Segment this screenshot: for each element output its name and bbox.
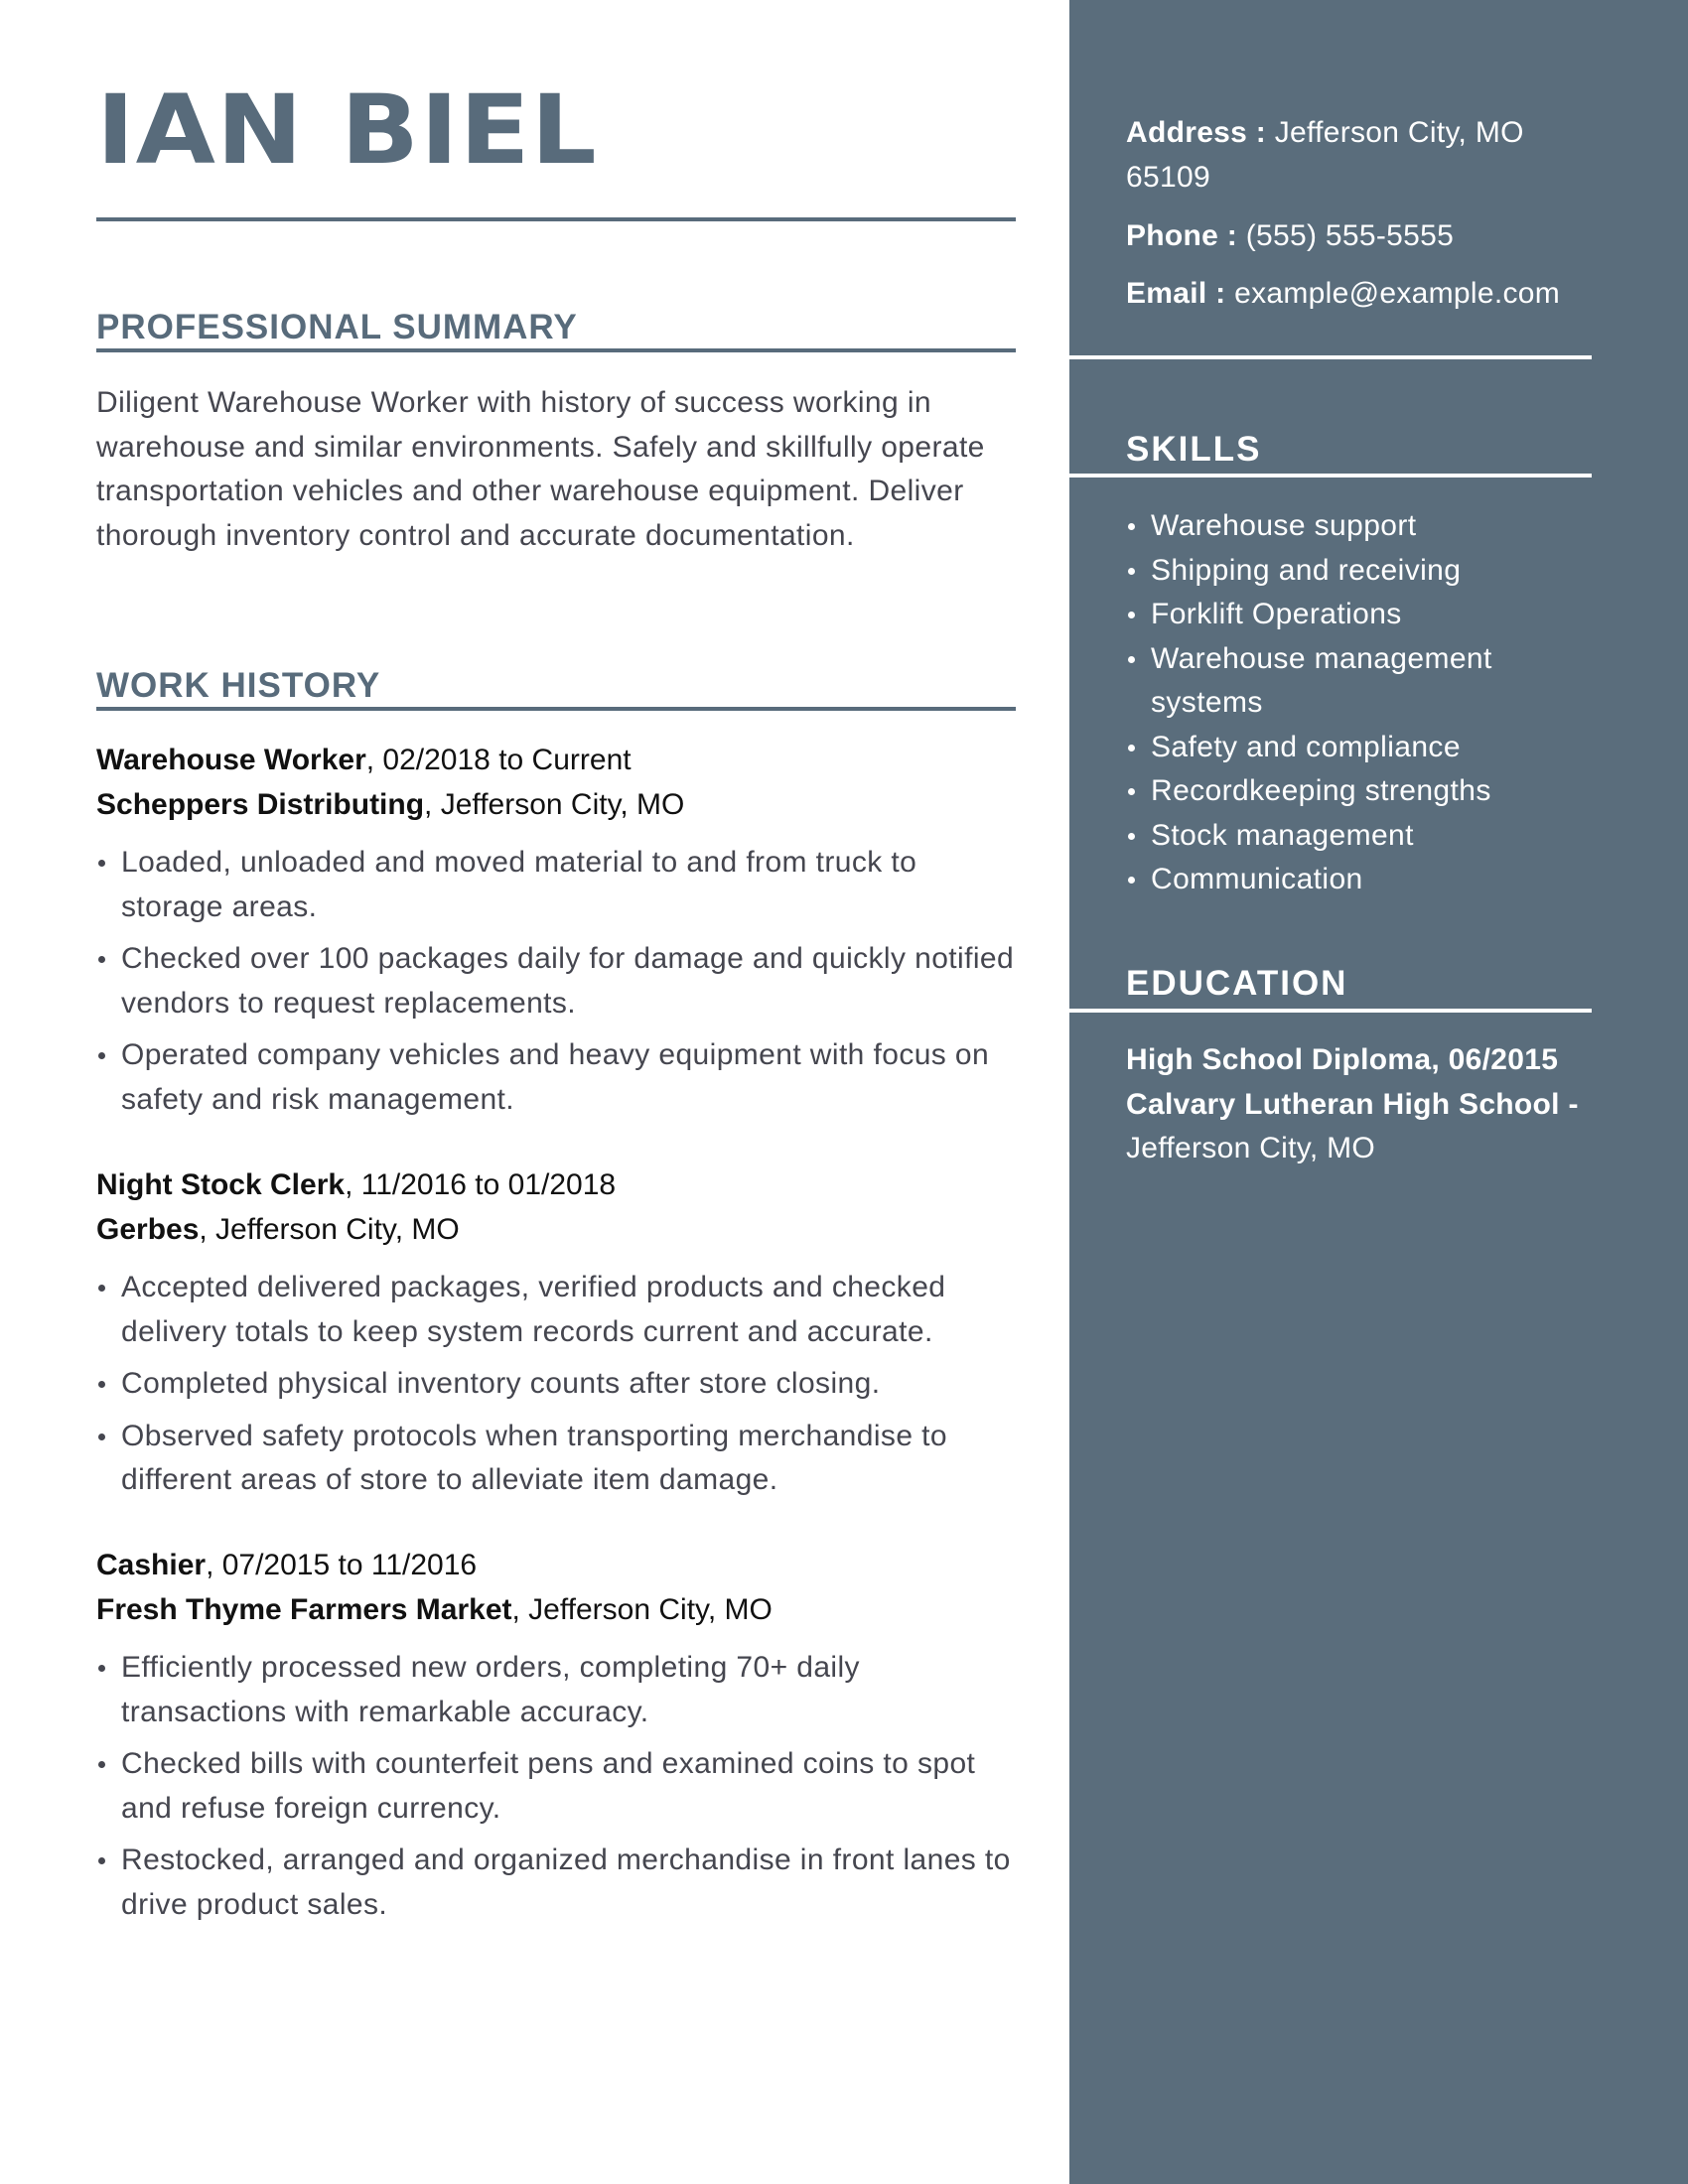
job-company: Gerbes	[96, 1212, 200, 1246]
job-title: Warehouse Worker	[96, 744, 366, 776]
name-divider	[96, 217, 1016, 221]
job-company-line	[96, 1588, 1016, 1633]
bullet-icon	[98, 1433, 105, 1440]
skill-item: Recordkeeping strengths	[1126, 769, 1563, 814]
job-company-line	[96, 1208, 1016, 1253]
job-bullet: Completed physical inventory counts after store closing.	[96, 1362, 1016, 1407]
job-bullet: Efficiently processed new orders, completing 70+ daily transactions with remarkable accuracy.	[96, 1646, 1016, 1734]
job-entry	[96, 1544, 1016, 1935]
sidebar	[1069, 0, 1688, 2184]
job-location: , Jefferson City, MO	[424, 787, 685, 821]
bullet-icon	[1128, 656, 1135, 663]
job-bullets	[96, 1646, 1016, 1927]
education-degree: High School Diploma	[1126, 1043, 1432, 1076]
education-date: , 06/2015	[1431, 1043, 1559, 1076]
job-title: Night Stock Clerk	[96, 1168, 346, 1201]
bullet-icon	[98, 1761, 105, 1768]
bullet-icon	[98, 1857, 105, 1864]
job-bullet: Checked bills with counterfeit pens and examined coins to spot and refuse foreign currency.	[96, 1742, 1016, 1831]
skill-item: Safety and compliance	[1126, 726, 1563, 770]
education-divider	[1069, 1009, 1592, 1013]
summary-divider	[96, 348, 1016, 352]
bullet-icon	[98, 1665, 105, 1672]
job-title: Cashier	[96, 1549, 207, 1581]
job-company: Fresh Thyme Farmers Market	[96, 1592, 512, 1626]
bullet-icon	[1128, 833, 1135, 840]
summary-heading: PROFESSIONAL SUMMARY	[96, 308, 578, 346]
job-bullet: Loaded, unloaded and moved material to and from truck to storage areas.	[96, 841, 1016, 929]
skill-item: Warehouse support	[1126, 504, 1563, 549]
bullet-icon	[98, 1381, 105, 1388]
job-company: Scheppers Distributing	[96, 787, 425, 821]
job-bullet: Checked over 100 packages daily for damage and quickly notified vendors to request replacements.	[96, 937, 1016, 1025]
job-dates: , 02/2018 to Current	[365, 744, 632, 776]
job-title-line	[96, 1163, 1016, 1208]
job-location: , Jefferson City, MO	[511, 1592, 773, 1626]
job-entry	[96, 1163, 1016, 1511]
contact-address	[1126, 110, 1593, 200]
job-bullets	[96, 841, 1016, 1122]
skills-heading: SKILLS	[1126, 430, 1262, 469]
job-dates: , 11/2016 to 01/2018	[345, 1168, 617, 1201]
job-location: , Jefferson City, MO	[199, 1212, 460, 1246]
work-history-heading: WORK HISTORY	[96, 666, 381, 705]
job-title-line	[96, 739, 1016, 783]
skill-item: Warehouse management systems	[1126, 637, 1563, 726]
job-company-line	[96, 783, 1016, 828]
skills-list	[1126, 504, 1563, 902]
skill-item: Communication	[1126, 858, 1563, 902]
email-value: example@example.com	[1225, 277, 1561, 310]
job-bullets	[96, 1266, 1016, 1503]
bullet-icon	[98, 1285, 105, 1292]
phone-value: (555) 555-5555	[1237, 219, 1455, 252]
bullet-icon	[1128, 788, 1135, 795]
work-history-divider	[96, 707, 1016, 711]
address-value: Jefferson City, MO 65109	[1126, 116, 1524, 194]
contact-phone	[1126, 213, 1593, 258]
job-bullet: Observed safety protocols when transporting merchandise to different areas of store to alleviate item damage.	[96, 1415, 1016, 1503]
education-heading: EDUCATION	[1126, 964, 1348, 1003]
summary-text: Diligent Warehouse Worker with history of success working in warehouse and similar environments. Safely and skillfully operate transportation vehicles and other warehouse equipment. Deliver thorough inventory control and accurate documentation.	[96, 386, 985, 552]
education-location: Jefferson City, MO	[1126, 1132, 1376, 1164]
job-bullet: Accepted delivered packages, verified products and checked delivery totals to keep system records current and accurate.	[96, 1266, 1016, 1354]
bullet-icon	[98, 1052, 105, 1059]
education-school: Calvary Lutheran High School -	[1126, 1087, 1579, 1121]
skill-item: Shipping and receiving	[1126, 549, 1563, 594]
skill-item: Forklift Operations	[1126, 593, 1563, 637]
address-label: Address :	[1126, 116, 1267, 149]
bullet-icon	[1128, 568, 1135, 575]
skill-item: Stock management	[1126, 814, 1563, 859]
bullet-icon	[1128, 877, 1135, 884]
job-entry	[96, 739, 1016, 1130]
bullet-icon	[1128, 612, 1135, 618]
contact-email	[1126, 271, 1593, 316]
education-degree-line	[1126, 1038, 1593, 1083]
bullet-icon	[1128, 745, 1135, 751]
education-entry	[1126, 1038, 1593, 1171]
bullet-icon	[98, 860, 105, 867]
job-bullet: Operated company vehicles and heavy equipment with focus on safety and risk management.	[96, 1033, 1016, 1122]
bullet-icon	[1128, 523, 1135, 530]
job-dates: , 07/2015 to 11/2016	[206, 1549, 478, 1581]
phone-label: Phone :	[1126, 219, 1238, 252]
bullet-icon	[98, 956, 105, 963]
candidate-name: IAN BIEL	[96, 74, 598, 186]
email-label: Email :	[1126, 277, 1226, 310]
job-title-line	[96, 1544, 1016, 1588]
skills-divider	[1069, 474, 1592, 478]
job-bullet: Restocked, arranged and organized merchandise in front lanes to drive product sales.	[96, 1839, 1016, 1927]
contact-divider	[1069, 355, 1592, 359]
